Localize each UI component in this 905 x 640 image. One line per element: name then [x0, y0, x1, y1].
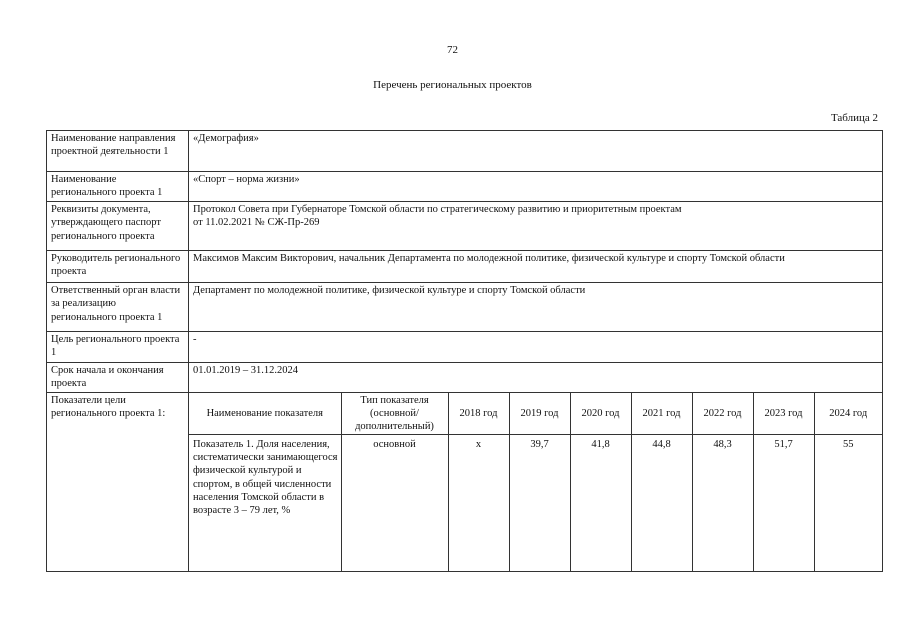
- table-label: Таблица 2: [830, 112, 878, 124]
- row-value: -: [189, 332, 883, 362]
- value-2022: 48,3: [692, 435, 753, 572]
- row-label: Руководитель регионального проекта: [47, 251, 189, 283]
- row-label: Показатели цели регионального проекта 1:: [47, 392, 189, 571]
- indicator-type: основной: [341, 435, 448, 572]
- table-row: [47, 202, 883, 251]
- table-row: [47, 172, 883, 202]
- row-value-line: Протокол Совета при Губернаторе Томской области по стратегическому развитию и приоритетным проектам: [193, 204, 682, 216]
- header-year-2022: 2022 год: [692, 393, 753, 435]
- header-year-2019: 2019 год: [509, 393, 570, 435]
- row-label: Ответственный орган власти за реализацию регионального проекта 1: [47, 283, 189, 332]
- header-year-2020: 2020 год: [570, 393, 631, 435]
- indicators-cell: [189, 392, 883, 571]
- value-2019: 39,7: [509, 435, 570, 572]
- row-value: [189, 202, 883, 251]
- regional-projects-table: [46, 130, 883, 572]
- document-title: Перечень региональных проектов: [373, 79, 532, 91]
- row-label: Срок начала и окончания проекта: [47, 362, 189, 392]
- value-2018: х: [448, 435, 509, 572]
- table-row: [47, 362, 883, 392]
- indicators-header-row: [189, 393, 882, 435]
- header-year-2024: 2024 год: [814, 393, 882, 435]
- indicator-name: Показатель 1. Доля населения, систематически занимающегося физической культурой и спортом, в общей численности населения Томской области в возрасте 3 – 79 лет, %: [193, 439, 338, 516]
- row-value-line: от 11.02.2021 № СЖ-Пр-269: [193, 217, 320, 229]
- table-row: [47, 283, 883, 332]
- value-2020: 41,8: [570, 435, 631, 572]
- header-year-2021: 2021 год: [631, 393, 692, 435]
- header-year-2023: 2023 год: [753, 393, 814, 435]
- row-value: Максимов Максим Викторович, начальник Департамента по молодежной политике, физической культуре и спорту Томской области: [189, 251, 883, 283]
- value-2024: 55: [814, 435, 882, 572]
- table-row: [47, 251, 883, 283]
- value-2023: 51,7: [753, 435, 814, 572]
- table-row: [47, 332, 883, 362]
- row-label: Наименование регионального проекта 1: [47, 172, 189, 202]
- row-label: Цель регионального проекта 1: [47, 332, 189, 362]
- row-label: Реквизиты документа, утверждающего паспорт регионального проекта: [47, 202, 189, 251]
- row-value: «Спорт – норма жизни»: [189, 172, 883, 202]
- row-label: Наименование направления проектной деятельности 1: [47, 131, 189, 172]
- table-row: [47, 131, 883, 172]
- page-number: 72: [447, 44, 458, 56]
- header-indicator-name: Наименование показателя: [189, 393, 341, 435]
- row-value: Департамент по молодежной политике, физической культуре и спорту Томской области: [189, 283, 883, 332]
- table-row: [47, 392, 883, 571]
- indicators-table: [189, 393, 882, 571]
- value-2021: 44,8: [631, 435, 692, 572]
- indicator-row: [189, 435, 882, 572]
- row-value: 01.01.2019 – 31.12.2024: [189, 362, 883, 392]
- header-year-2018: 2018 год: [448, 393, 509, 435]
- row-value: «Демография»: [189, 131, 883, 172]
- header-indicator-type: Тип показателя (основной/ дополнительный): [341, 393, 448, 435]
